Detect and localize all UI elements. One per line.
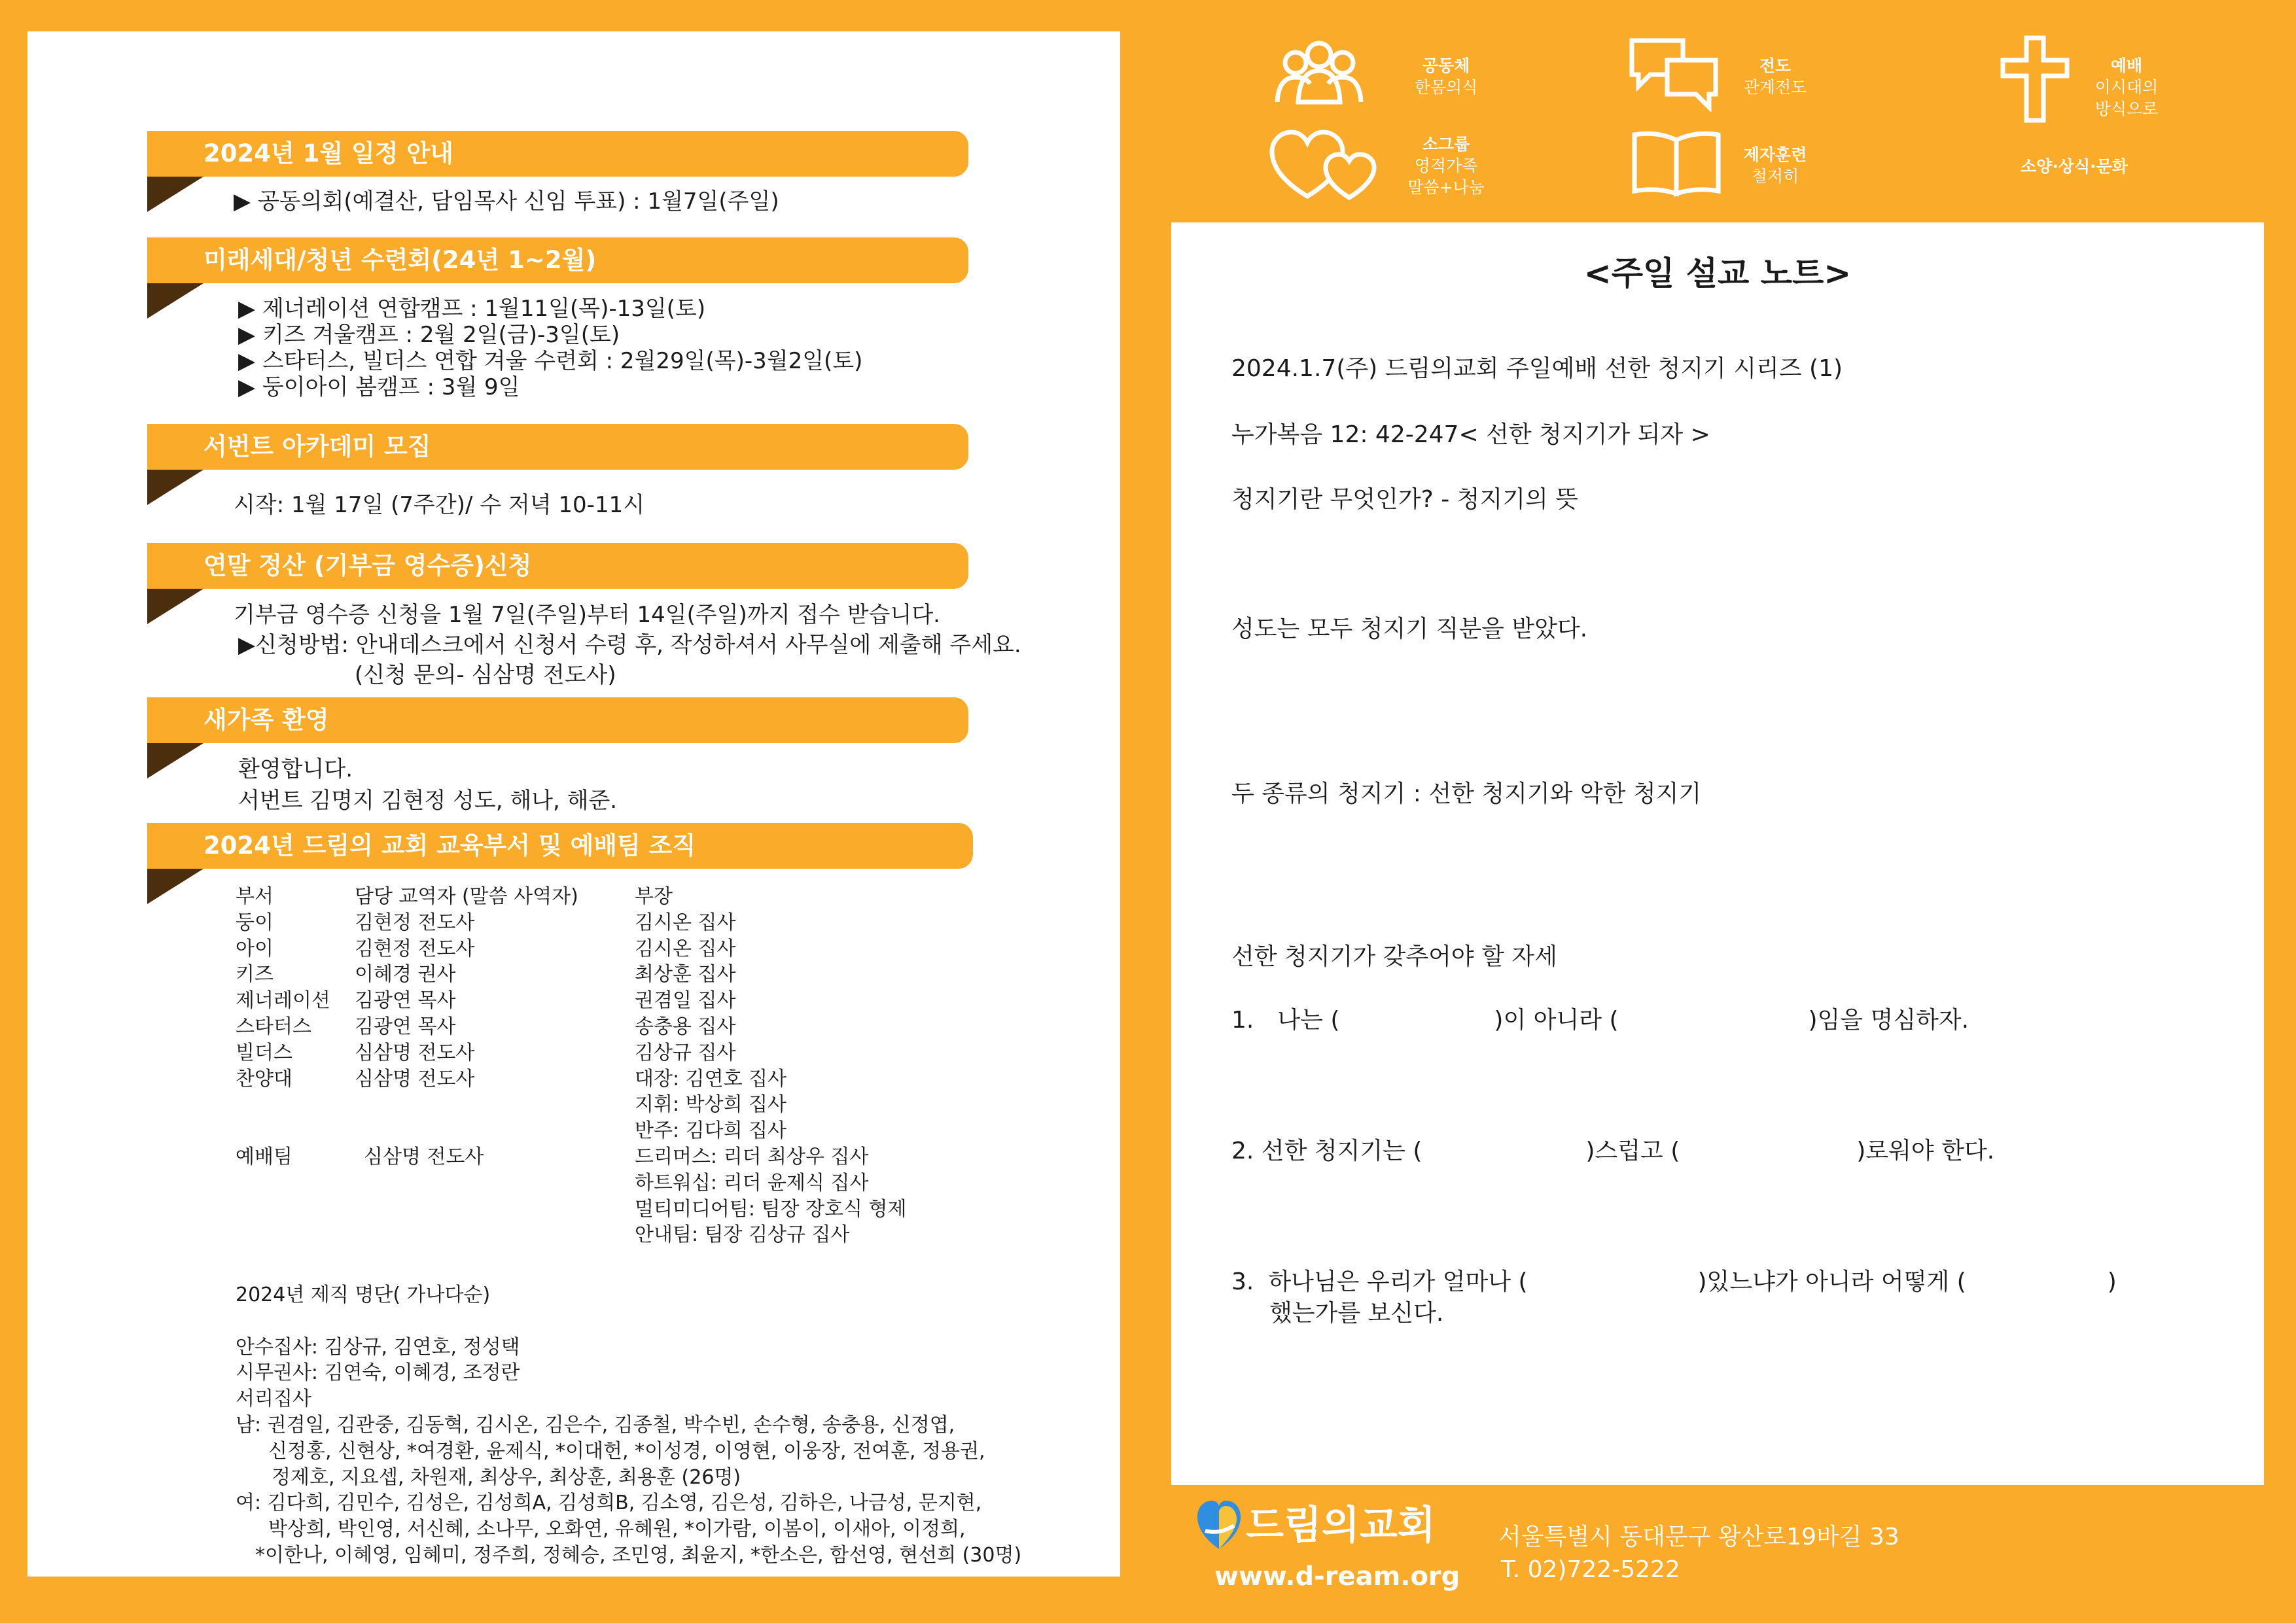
community-label: 공동체 한몸의식 — [1414, 56, 1478, 97]
org-cell: 찬양대 — [236, 1067, 292, 1091]
org-cell: 대장: 김연호 집사 — [635, 1067, 787, 1091]
tax-line: ▶신청방법: 안내데스크에서 신청서 수령 후, 작성하셔서 사무실에 제출해 주세요. — [238, 632, 1021, 658]
item-text: ) — [2107, 1268, 2117, 1295]
section-tab-decoration — [147, 743, 203, 778]
roster-line: *이한나, 이혜영, 임혜미, 정주희, 정혜승, 조민영, 최윤지, *한소은, 함선영, 현선희 (30명) — [255, 1543, 1022, 1567]
org-cell: 드리머스: 리더 최상우 집사 — [635, 1145, 869, 1168]
sermon-point: 두 종류의 청지기 : 선한 청지기와 악한 청지기 — [1231, 780, 1702, 807]
church-logo-icon — [1196, 1499, 1242, 1552]
culture-label: 소양·상식·문화 — [2021, 157, 2128, 176]
org-cell: 예배팀 — [236, 1145, 292, 1168]
item-text: )로워야 한다. — [1856, 1138, 1995, 1164]
org-pastor-column — [355, 884, 578, 1170]
sermon-date-line: 2024.1.7(주) 드림의교회 주일예배 선한 청지기 시리즈 (1) — [1231, 355, 1843, 382]
announcements-panel — [27, 31, 1120, 1577]
fill-blank-item-1 — [1231, 1006, 1969, 1035]
hearts-icon — [1268, 128, 1381, 201]
book-icon — [1631, 128, 1722, 197]
officer-roster — [236, 1282, 1106, 1569]
tax-line: 기부금 영수증 신청을 1월 7일(주일)부터 14일(주일)까지 접수 받습니다. — [234, 602, 940, 628]
section-title: 서번트 아카데미 모집 — [147, 424, 968, 470]
roster-line: 박상희, 박인영, 서신혜, 소나무, 오화연, 유혜원, *이가람, 이봄이, 이새아, 이정희, — [268, 1518, 966, 1541]
retreat-line: ▶ 키즈 겨울캠프 : 2월 2일(금)-3일(토) — [238, 322, 620, 348]
org-cell: 키즈 — [236, 963, 274, 986]
item-number: 1. — [1231, 1007, 1254, 1034]
org-cell: 최상훈 집사 — [635, 963, 736, 986]
org-cell: 권겸일 집사 — [635, 989, 736, 1013]
org-cell: 김시온 집사 — [635, 937, 736, 960]
cross-icon — [1999, 35, 2071, 124]
scripture-line: 누가복음 12: 42-247< 선한 청지기가 되자 > — [1231, 421, 1710, 448]
speech-bubbles-icon — [1628, 37, 1720, 112]
roster-line: 여: 김다희, 김민수, 김성은, 김성희A, 김성희B, 김소영, 김은성, 김하은, 나금성, 문지현, — [236, 1492, 982, 1515]
welcome-line: 환영합니다. — [238, 756, 353, 782]
org-cell: 하트워십: 리더 윤제식 집사 — [635, 1171, 869, 1195]
org-head-column — [635, 884, 906, 1248]
org-cell: 지휘: 박상희 집사 — [635, 1093, 787, 1117]
roster-line: 시무권사: 김연숙, 이혜경, 조정란 — [236, 1361, 520, 1385]
sermon-point: 선한 청지기가 갖추어야 할 자세 — [1231, 943, 1557, 970]
org-cell: 심삼명 전도사 — [355, 1041, 475, 1064]
section-title: 2024년 드림의 교회 교육부서 및 예배팀 조직 — [147, 823, 973, 869]
org-cell: 김광연 목사 — [355, 989, 456, 1013]
item-text: )있느냐가 아니라 어떻게 ( — [1697, 1268, 1966, 1295]
org-cell — [355, 1118, 578, 1144]
website-link[interactable]: www.d-ream.org — [1214, 1562, 1460, 1592]
fill-blank-item-3 — [1231, 1268, 2117, 1297]
item-text: )이 아니라 ( — [1494, 1007, 1619, 1034]
welcome-line: 서번트 김명지 김현정 성도, 해나, 해준. — [238, 788, 618, 814]
roster-line: 서리집사 — [236, 1387, 311, 1411]
org-department-column — [236, 884, 330, 1170]
people-icon — [1269, 37, 1368, 109]
roster-line: 신정홍, 신현상, *여경환, 윤제식, *이대헌, *이성경, 이영현, 이웅장, 전여훈, 정용권, — [268, 1439, 985, 1463]
retreat-line: ▶ 스타터스, 빌더스 연합 겨울 수련회 : 2월29일(목)-3월2일(토) — [238, 348, 863, 374]
org-cell: 김광연 목사 — [355, 1015, 456, 1038]
tax-line: (신청 문의- 심삼명 전도사) — [355, 662, 616, 688]
address: 서울특별시 동대문구 왕산로19바길 33 — [1498, 1524, 1899, 1550]
org-cell: 이혜경 권사 — [355, 963, 456, 986]
retreat-line: ▶ 제너레이션 연합캠프 : 1월11일(목)-13일(토) — [238, 296, 706, 322]
smallgroup-label: 소그룹 영적가족 말씀+나눔 — [1407, 135, 1485, 197]
org-header: 담당 교역자 (말씀 사역자) — [355, 885, 578, 908]
roster-line: 남: 권겸일, 김관중, 김동혁, 김시온, 김은수, 김종철, 박수빈, 손수형, 송충용, 신정엽, — [236, 1413, 955, 1437]
roster-line: 안수집사: 김상규, 김연호, 정성택 — [236, 1335, 520, 1359]
phone: T. 02)722-5222 — [1501, 1556, 1680, 1583]
section-title: 연말 정산 (기부금 영수증)신청 — [147, 543, 968, 589]
section-title: 2024년 1월 일정 안내 — [147, 131, 968, 177]
fill-blank-item-3-cont: 했는가를 보신다. — [1269, 1300, 1444, 1327]
sermon-point: 성도는 모두 청지기 직분을 받았다. — [1231, 616, 1588, 642]
discipleship-label: 제자훈련 철저히 — [1743, 145, 1807, 186]
roster-title: 2024년 제직 명단( 가나다순) — [236, 1283, 491, 1306]
item-text: 하나님은 우리가 얼마나 ( — [1268, 1268, 1528, 1295]
section-tab-decoration — [147, 177, 203, 212]
org-cell: 김시온 집사 — [635, 911, 736, 934]
academy-line: 시작: 1월 17일 (7주간)/ 수 저녁 10-11시 — [234, 492, 645, 518]
section-title: 새가족 환영 — [147, 697, 968, 743]
org-cell: 김상규 집사 — [635, 1041, 736, 1064]
item-text: )스럽고 ( — [1585, 1138, 1680, 1164]
org-cell: 제너레이션 — [236, 989, 330, 1013]
sermon-notes-panel — [1171, 222, 2264, 1485]
item-text: 나는 ( — [1277, 1007, 1340, 1034]
roster-line: 정제호, 지요셉, 차원재, 최상우, 최상훈, 최용훈 (26명) — [272, 1465, 741, 1489]
section-tab-decoration — [147, 869, 203, 904]
org-cell: 아이 — [236, 937, 274, 960]
section-tab-decoration — [147, 470, 203, 505]
sermon-point: 청지기란 무엇인가? - 청지기의 뜻 — [1231, 486, 1578, 513]
org-cell — [236, 1092, 330, 1118]
org-cell — [355, 1092, 578, 1118]
section-title: 미래세대/청년 수련회(24년 1~2월) — [147, 237, 968, 283]
org-cell: 반주: 김다희 집사 — [635, 1119, 787, 1143]
sermon-title: <주일 설교 노트> — [1583, 254, 1852, 292]
org-cell: 둥이 — [236, 911, 274, 934]
org-cell: 빌더스 — [236, 1041, 292, 1064]
evangelism-label: 전도 관계전도 — [1743, 56, 1807, 97]
fill-blank-item-2 — [1231, 1137, 1994, 1166]
section-tab-decoration — [147, 283, 203, 319]
item-number: 3. — [1231, 1268, 1254, 1295]
worship-label: 예배 이시대의 방식으로 — [2094, 56, 2159, 118]
org-cell: 송충용 집사 — [635, 1015, 736, 1038]
org-header: 부서 — [236, 885, 274, 908]
org-cell: 심삼명 전도사 — [364, 1145, 484, 1168]
org-cell: 스타터스 — [236, 1015, 311, 1038]
org-cell: 멀티미디어팀: 팀장 장호식 형제 — [635, 1197, 907, 1221]
church-name: 드림의교회 — [1246, 1503, 1436, 1548]
org-cell: 김현정 전도사 — [355, 911, 475, 934]
org-header: 부장 — [635, 885, 673, 908]
org-cell: 김현정 전도사 — [355, 937, 475, 960]
item-text: 2. 선한 청지기는 ( — [1231, 1138, 1422, 1164]
org-cell: 심삼명 전도사 — [355, 1067, 475, 1091]
org-cell: 안내팀: 팀장 김상규 집사 — [635, 1223, 850, 1247]
retreat-line: ▶ 둥이아이 봄캠프 : 3월 9일 — [238, 374, 520, 400]
org-cell — [236, 1118, 330, 1144]
schedule-line: ▶ 공동의회(예결산, 담임목사 신임 투표) : 1월7일(주일) — [234, 188, 779, 215]
section-tab-decoration — [147, 589, 203, 624]
item-text: )임을 명심하자. — [1808, 1007, 1969, 1034]
